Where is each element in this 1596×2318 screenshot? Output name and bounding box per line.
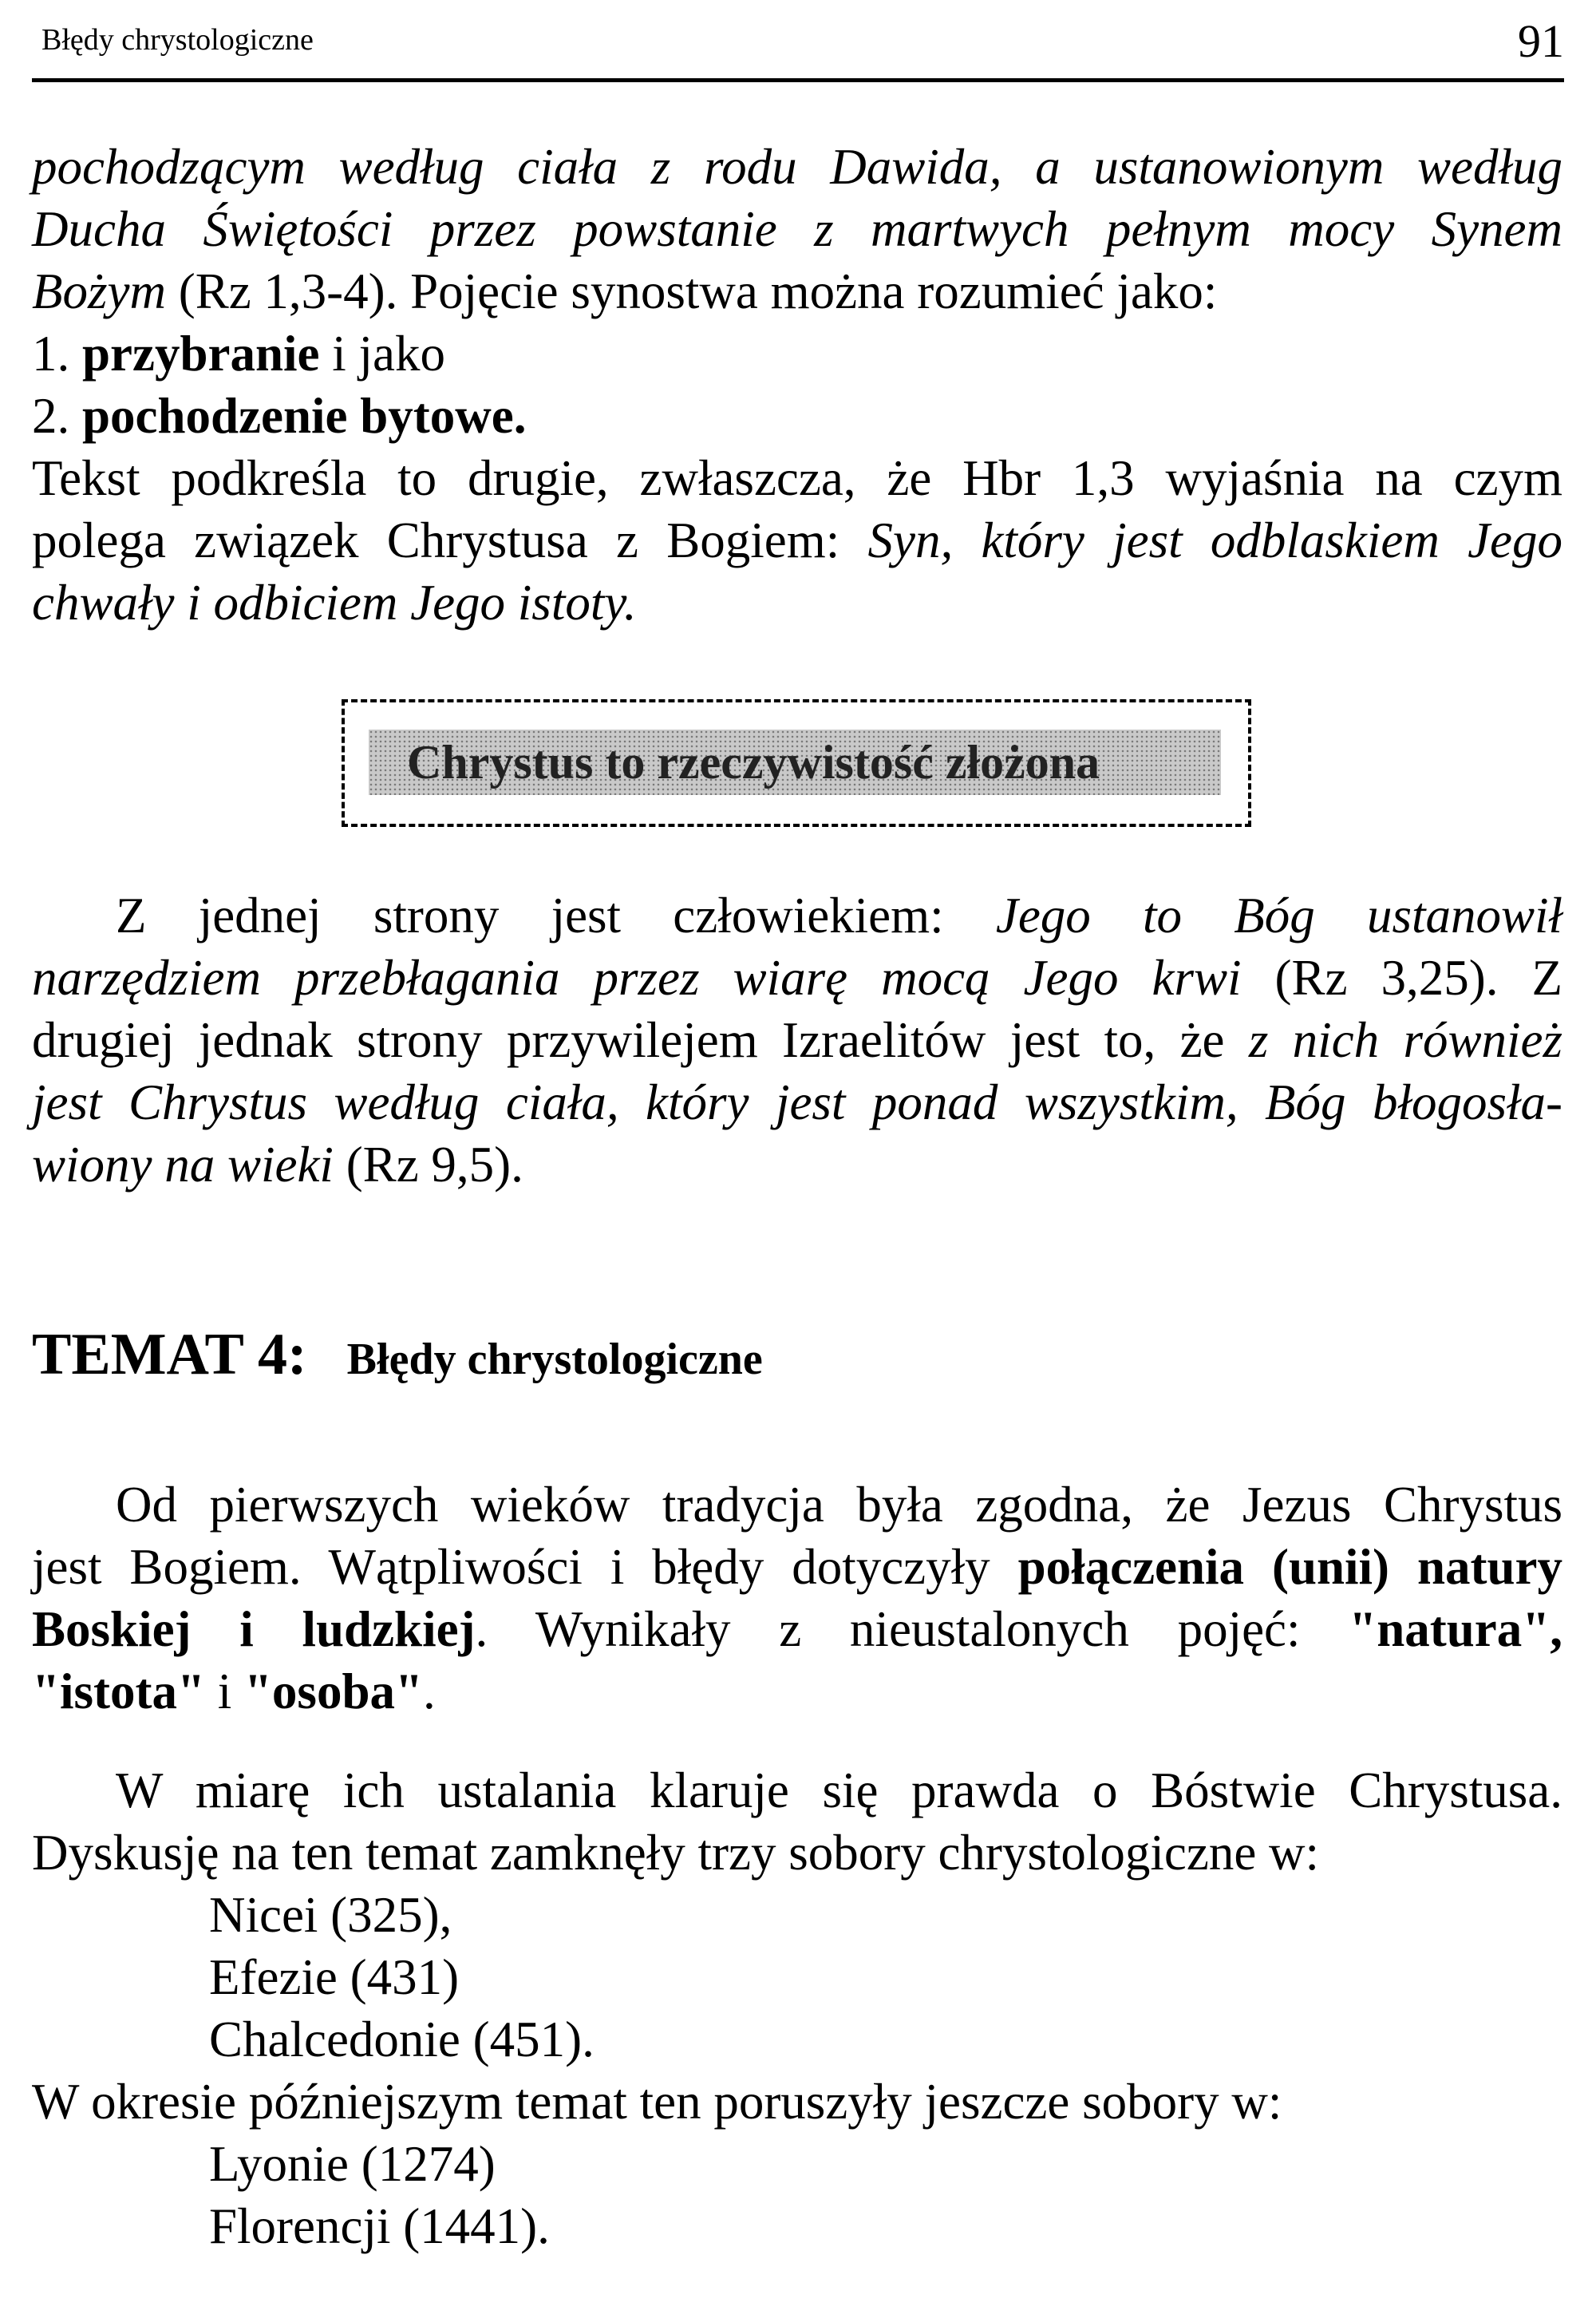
paragraph-hbr: [32, 447, 1562, 634]
text-line: [32, 947, 1562, 1009]
plain-text: drugiej jednak strony przywilejem Izraelitów jest to, że: [32, 1012, 1249, 1068]
italic-quote: Jego to Bóg ustanowił: [995, 888, 1562, 943]
plain-text: (Rz 3,25). Z: [1241, 950, 1562, 1006]
plain-text: i jako: [319, 326, 445, 382]
plain-text: jest Bogiem. Wątpliwości i błędy dotyczyły: [32, 1539, 1018, 1595]
paragraph-human-divine: [32, 884, 1562, 1196]
paragraph-sonship: [32, 136, 1562, 447]
text-line: [32, 1660, 1562, 1723]
plain-text: (Rz 9,5).: [333, 1137, 523, 1193]
list-number: 2.: [32, 388, 82, 444]
page-number: 91: [1518, 15, 1564, 67]
text-line: [32, 198, 1562, 260]
plain-text: Tekst podkreśla to drugie, zwłaszcza, że Hbr 1,3 wyjaśnia na czym: [32, 450, 1562, 506]
box-title: Chrystus to rzeczywistość złożona: [407, 736, 1100, 789]
bold-term: Boskiej i ludzkiej: [32, 1601, 476, 1657]
plain-text: . Wynikały z nieustalonych pojęć:: [475, 1601, 1349, 1657]
council-item: Nicei (325),: [209, 1887, 452, 1943]
box-shading: [369, 730, 1221, 795]
plain-text: Dyskusję na ten temat zamknęły trzy sobory chrystologiczne w:: [32, 1825, 1320, 1881]
italic-quote: z nich również: [1248, 1012, 1562, 1068]
section-box: [342, 699, 1251, 827]
list-item-1: [32, 322, 1562, 385]
text-line: [32, 1133, 1562, 1196]
plain-text: W miarę ich ustalania klaruje się prawda o Bóstwie Chrystusa.: [116, 1762, 1562, 1818]
plain-text: polega związek Chrystusa z Bogiem:: [32, 512, 868, 568]
bold-term: "osoba": [243, 1663, 423, 1719]
text-line: [32, 1071, 1562, 1133]
bold-term: "natura",: [1349, 1601, 1562, 1657]
plain-text: (Rz 1,3-4). Pojęcie synostwa można rozumieć jako:: [165, 263, 1218, 319]
text-line: [32, 572, 1562, 634]
plain-text: W okresie późniejszym temat ten poruszyły jeszcze sobory w:: [32, 2074, 1282, 2130]
text-line: [32, 1536, 1562, 1598]
bold-term: przybranie: [82, 326, 320, 382]
italic-quote: narzędziem przebłagania przez wiarę mocą Jego krwi: [32, 950, 1242, 1006]
text-line: [32, 1598, 1562, 1660]
italic-quote: Ducha Świętości przez powstanie z martwych pełnym mocy Synem: [32, 201, 1562, 257]
council-item: Florencji (1441).: [209, 2198, 550, 2254]
plain-text: Od pierwszych wieków tradycja była zgodna, że Jezus Chrystus: [116, 1477, 1562, 1533]
council-item: Lyonie (1274): [209, 2136, 496, 2192]
text-line: [32, 136, 1562, 198]
text-line: [32, 1759, 1562, 1822]
bold-term: pochodzenie bytowe.: [82, 388, 527, 444]
running-header: [32, 14, 1564, 78]
text-line: [32, 509, 1562, 572]
list-number: 1.: [32, 326, 82, 382]
plain-text: i: [204, 1663, 244, 1719]
text-line: [32, 1473, 1562, 1536]
text-line: [32, 2071, 1562, 2133]
paragraph-councils: [32, 1759, 1562, 2257]
heading-number: TEMAT 4:: [32, 1322, 307, 1387]
paragraph-tradition: [32, 1473, 1562, 1723]
text-line: [32, 1822, 1562, 1884]
italic-quote: chwały i odbiciem Jego istoty.: [32, 575, 637, 631]
bold-term: połączenia (unii) natury: [1017, 1539, 1562, 1595]
text-line: [32, 1009, 1562, 1071]
heading-title: Błędy chrystologiczne: [346, 1335, 763, 1384]
italic-quote: jest Chrystus według ciała, który jest ponad wszystkim, Bóg błogosła-: [32, 1074, 1562, 1130]
plain-text: .: [422, 1663, 436, 1719]
list-item-2: [32, 385, 1562, 447]
plain-text: Z jednej strony jest człowiekiem:: [116, 888, 996, 943]
italic-quote: Syn, który jest odblaskiem Jego: [867, 512, 1562, 568]
text-line: [32, 884, 1562, 947]
italic-quote: wiony na wieki: [32, 1137, 334, 1193]
council-item: Efezie (431): [209, 1949, 460, 2005]
council-item: Chalcedonie (451).: [209, 2011, 595, 2067]
section-heading: [32, 1321, 763, 1389]
italic-quote: Bożym: [32, 263, 166, 319]
running-title: Błędy chrystologiczne: [41, 23, 314, 57]
italic-quote: pochodzącym według ciała z rodu Dawida, a ustanowionym według: [32, 139, 1562, 195]
bold-term: "istota": [32, 1663, 205, 1719]
header-rule: [32, 78, 1564, 82]
text-line: [32, 447, 1562, 509]
text-line: [32, 260, 1562, 322]
